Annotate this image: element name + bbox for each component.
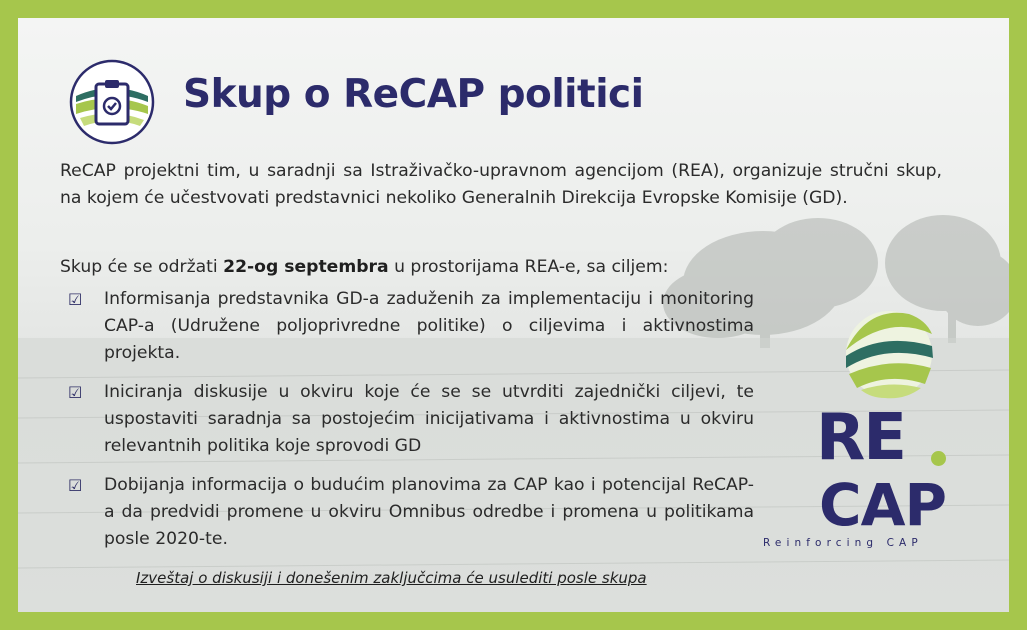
logo-dot — [931, 451, 946, 466]
goal-item — [68, 286, 754, 367]
report-note: Izveštaj o diskusiji i donešenim zaključcima će usulediti posle skupa — [136, 569, 647, 587]
page-title: Skup o ReCAP politici — [183, 72, 644, 117]
logo-re: RE — [816, 401, 905, 475]
announcement-card — [18, 18, 1009, 612]
checked-box-icon: ☑ — [68, 290, 83, 309]
logo-tagline: Reinforcing CAP — [763, 537, 923, 549]
meeting-date: 22-og septembra — [223, 257, 389, 277]
logo-cap: CAP — [819, 471, 946, 539]
checked-box-icon: ☑ — [68, 476, 83, 495]
intro-paragraph: ReCAP projektni tim, u saradnji sa Istraživačko-upravnom agencijom (REA), organizuje stručni skup, na kojem će učestvovati predstavnici nekoliko Generalnih Direkcija Evropske Komisije (GD). — [60, 161, 942, 208]
goal-text: Dobijanja informacija o budućim planovima za CAP kao i potencijal ReCAP-a da predvidi promene u okviru Omnibus odredbe i promena u politikama posle 2020-te. — [104, 475, 754, 549]
goals-list — [68, 286, 754, 565]
goal-item — [68, 472, 754, 553]
clipboard-check-icon — [68, 58, 156, 146]
goal-text: Informisanja predstavnika GD-a zaduženih za implementaciju i monitoring CAP-a (Udružene poljoprivredne politike) o ciljevima i aktivnostima projekta. — [104, 289, 754, 363]
content-layer — [18, 18, 1009, 612]
meeting-lead-text — [60, 254, 668, 281]
checked-box-icon: ☑ — [68, 383, 83, 402]
goal-text: Iniciranja diskusije u okviru koje će se se utvrditi zajednički ciljevi, te uspostaviti saradnja sa postojećim inicijativama i aktivnostima u okviru relevantnih politika koje sprovodi GD — [104, 382, 754, 456]
lead-text-end: u prostorijama REA-e, sa ciljem: — [388, 257, 669, 277]
goal-item — [68, 379, 754, 460]
lead-text-start: Skup će se održati — [60, 257, 224, 277]
